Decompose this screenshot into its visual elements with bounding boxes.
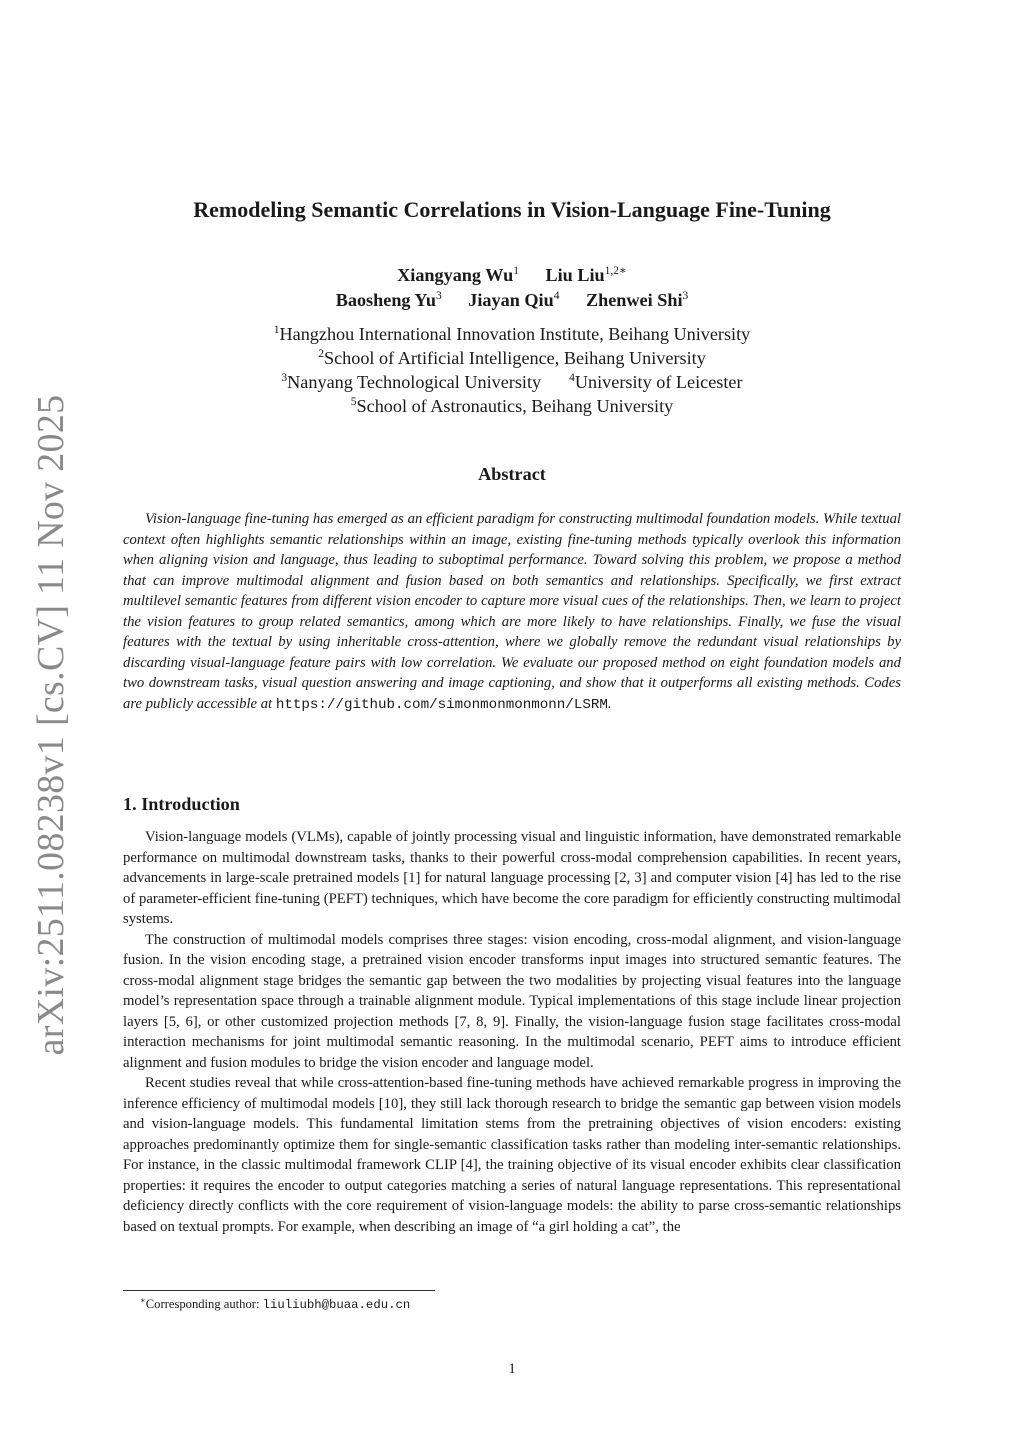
- abstract-heading: Abstract: [478, 464, 546, 484]
- code-repository-link[interactable]: https://github.com/simonmonmonmonn/LSRM: [275, 696, 608, 713]
- affiliation-text: School of Astronautics, Beihang University: [356, 396, 674, 416]
- page-number: 1: [508, 1361, 516, 1377]
- paper-title: Remodeling Semantic Correlations in Vision-Language Fine-Tuning: [193, 197, 831, 222]
- author: [586, 290, 688, 310]
- footnote: [140, 1296, 410, 1313]
- author: [336, 290, 442, 310]
- paragraph: Vision-language models (VLMs), capable of jointly processing visual and linguistic information, have demonstrated remarkable performance on multimodal downstream tasks, thanks to their powerful cross-modal comprehension capabilities. In recent years, advancements in large-scale pretrained models [1] for natural language processing [2, 3] and computer vision [4] has led to the rise of parameter-efficient fine-tuning (PEFT) techniques, which have become the core paradigm for efficiently constructing multimodal systems.: [123, 829, 901, 927]
- affiliation-mark: 5: [350, 396, 357, 408]
- paragraph: Recent studies reveal that while cross-attention-based fine-tuning methods have achieved remarkable progress in improving the inference efficiency of multimodal models [10], they still lack thorough research to bridge the semantic gap between vision models and vision-language models. This fundamental limitation stems from the pretraining objectives of vision encoders: existing approaches predominantly optimize them for single-semantic classification tasks rather than modeling inter-semantic relationships. For instance, in the classic multimodal framework CLIP [4], the training objective of its visual encoder exhibits clear classification properties: it requires the encoder to output categories matching a series of natural language representations. This representational deficiency directly conflicts with the core requirement of vision-language models: the ability to parse cross-semantic relationships based on textual prompts. For example, when describing an image of “a girl holding a cat”, the: [123, 1075, 901, 1235]
- section-heading-introduction: 1. Introduction: [123, 794, 240, 814]
- author-list: [0, 263, 1024, 313]
- abstract-text: [123, 509, 901, 715]
- affiliation-mark: 2: [318, 348, 324, 360]
- author: [468, 290, 559, 310]
- affiliation: [0, 322, 1024, 346]
- abstract-end: .: [607, 695, 612, 712]
- author-affil-mark: 3: [682, 290, 689, 302]
- author: [546, 265, 627, 285]
- arxiv-identifier: arXiv:2511.08238v1 [cs.CV] 11 Nov 2025: [30, 394, 72, 1056]
- affiliation: [0, 394, 1024, 418]
- author-name: Liu Liu: [545, 265, 605, 285]
- author-affil-mark: 1,2∗: [604, 265, 627, 277]
- footnote-label: Corresponding author:: [145, 1297, 260, 1311]
- footnote-divider: [123, 1290, 435, 1291]
- author-name: Baosheng Yu: [335, 290, 436, 310]
- affiliation-text: Nanyang Technological University: [287, 372, 542, 392]
- author-affil-mark: 4: [553, 290, 560, 302]
- affiliation-row: [0, 370, 1024, 394]
- author-name: Xiangyang Wu: [397, 265, 514, 285]
- affiliation-text: University of Leicester: [574, 372, 743, 392]
- affiliation: [0, 346, 1024, 370]
- footnote-email-link[interactable]: liuliubh@buaa.edu.cn: [262, 1298, 411, 1312]
- author-affil-mark: 1: [513, 265, 519, 277]
- introduction-body: [123, 827, 901, 1237]
- affiliation-text: School of Artificial Intelligence, Beihang University: [323, 348, 706, 368]
- affiliation-text: Hangzhou International Innovation Institute, Beihang University: [279, 324, 751, 344]
- affiliation-mark: 1: [273, 324, 280, 336]
- author-name: Zhenwei Shi: [585, 290, 683, 310]
- affiliation-mark: 3: [281, 372, 288, 384]
- abstract-body: Vision-language fine-tuning has emerged as an efficient paradigm for constructing multimodal foundation models. While textual context often highlights semantic relationships within an image, existing fine-tuning methods typically overlook this information when aligning vision and language, thus leading to suboptimal performance. Toward solving this problem, we propose a method that can improve multimodal alignment and fusion based on both semantics and relationships. Specifically, we first extract multilevel semantic features from different vision encoder to capture more visual cues of the relationships. Then, we learn to project the vision features to group related semantics, among which are more likely to have relationships. Finally, we fuse the visual features with the textual by using inheritable cross-attention, where we globally remove the redundant visual relationships by discarding visual-language feature pairs with low correlation. We evaluate our proposed method on eight foundation models and two downstream tasks, visual question answering and image captioning, and show that it outperforms all existing methods. Codes are publicly accessible at: [123, 511, 901, 712]
- author-line-1: [0, 263, 1024, 288]
- affiliation-mark: 4: [569, 372, 575, 384]
- author-affil-mark: 3: [435, 290, 442, 302]
- author-line-2: [0, 288, 1024, 313]
- author-name: Jiayan Qiu: [468, 290, 554, 310]
- author: [397, 265, 519, 285]
- paragraph: The construction of multimodal models comprises three stages: vision encoding, cross-modal alignment, and vision-language fusion. In the vision encoding stage, a pretrained vision encoder transforms input images into structured semantic features. The cross-modal alignment stage bridges the semantic gap between the two modalities by projecting visual features into the language model’s representation space through a trainable alignment module. Typical implementations of this stage include linear projection layers [5, 6], or other customized projection methods [7, 8, 9]. Finally, the vision-language fusion stage facilitates cross-modal interaction mechanisms for joint multimodal semantic reasoning. In the multimodal scenario, PEFT aims to introduce efficient alignment and fusion modules to bridge the vision encoder and language model.: [123, 931, 901, 1071]
- footnote-mark: ∗: [140, 1295, 146, 1305]
- affiliation-list: [0, 322, 1024, 418]
